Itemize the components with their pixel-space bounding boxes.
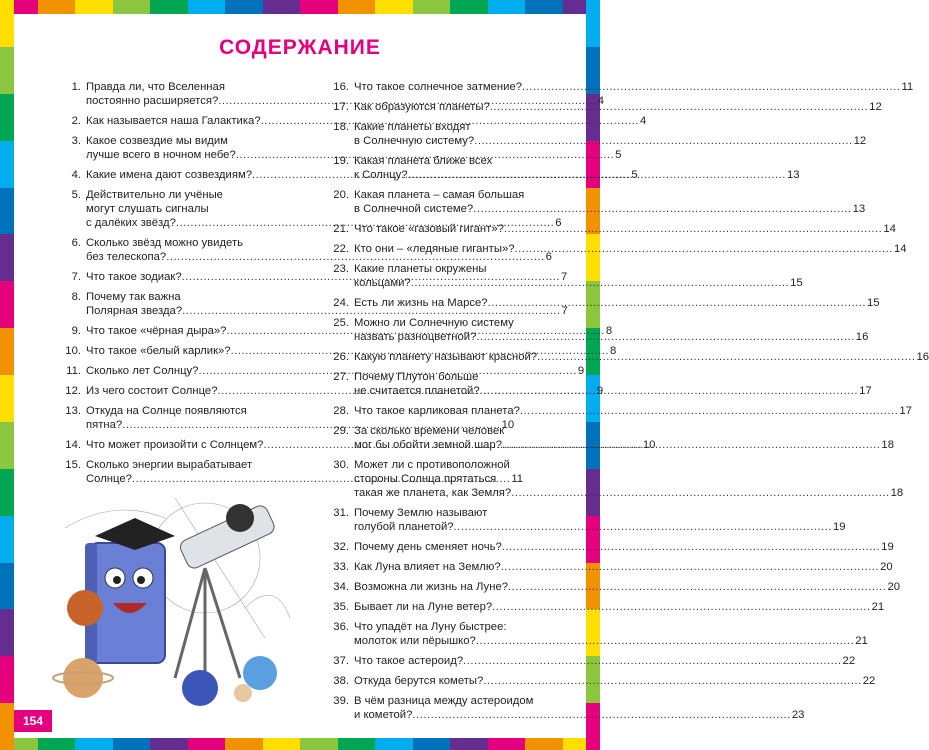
- page-title: СОДЕРЖАНИЕ: [219, 36, 381, 59]
- toc-item-page: 4: [640, 115, 647, 127]
- toc-dot-leader: [508, 580, 886, 594]
- toc-item-number: 30.: [333, 459, 349, 471]
- stripe-segment: [413, 0, 451, 14]
- toc-item-page: 14: [883, 223, 896, 235]
- toc-item-page: 14: [893, 243, 907, 255]
- toc-item-last-line: [354, 202, 865, 216]
- stripe-segment: [300, 738, 338, 750]
- stripe-segment: [38, 738, 76, 750]
- toc-item-last-line: [354, 350, 929, 364]
- toc-dot-leader: [515, 242, 893, 256]
- toc-item-text: в Солнечную систему?: [354, 135, 475, 147]
- toc-item: [328, 580, 901, 594]
- toc-item-text: назвать разноцветной?: [354, 331, 477, 343]
- toc-item-page: 9: [577, 365, 585, 377]
- toc-item-text: Как Луна влияет на Землю?: [354, 561, 501, 573]
- toc-item: [328, 506, 846, 534]
- toc-item-last-line: [354, 674, 875, 688]
- toc-item-last-line: [354, 296, 880, 310]
- toc-item-number: 27.: [333, 371, 349, 383]
- toc-dot-leader: [488, 296, 866, 310]
- toc-item-text: с далёких звёзд?: [86, 217, 176, 229]
- toc-item: [328, 600, 885, 614]
- toc-item-body: [354, 154, 800, 182]
- toc-item-page: 12: [869, 101, 882, 113]
- page-number: 154: [14, 710, 52, 732]
- toc-item-last-line: [354, 384, 872, 398]
- stripe-segment: [525, 738, 563, 750]
- stripe-segment: [300, 0, 338, 14]
- stripe-segment: [188, 738, 226, 750]
- toc-item-number: 25.: [333, 317, 349, 329]
- stripe-segment: [38, 0, 76, 14]
- toc-item-text: Какие имена дают созвездиям?: [86, 169, 252, 181]
- toc-item-number: 24.: [333, 297, 349, 309]
- toc-item-page: 13: [852, 203, 866, 215]
- toc-item-body: [354, 694, 804, 722]
- toc-item: [328, 540, 894, 554]
- toc-item-text: кольцами?: [354, 277, 411, 289]
- toc-item: [328, 100, 882, 114]
- toc-item-page: 19: [832, 521, 846, 533]
- toc-item-last-line: [354, 580, 900, 594]
- toc-item: [328, 560, 893, 574]
- toc-item-number: 8.: [71, 291, 81, 303]
- toc-item-page: 12: [853, 135, 867, 147]
- toc-item-text: без телескопа?: [86, 251, 167, 263]
- toc-item-body: [354, 506, 846, 534]
- stripe-segment: [0, 656, 14, 703]
- toc-item-line: Почему так важна: [86, 291, 181, 303]
- toc-item-number: 1.: [71, 81, 81, 93]
- toc-item-page: 5: [615, 149, 622, 161]
- toc-item-number: 23.: [333, 263, 349, 275]
- toc-item-page: 5: [631, 169, 638, 181]
- toc-item-number: 33.: [333, 561, 349, 573]
- toc-item-line: Можно ли Солнечную систему: [354, 317, 514, 329]
- book-character-icon: [85, 518, 175, 663]
- toc-dot-leader: [454, 520, 832, 534]
- stripe-segment: [375, 738, 413, 750]
- toc-item-line: стороны Солнца прятаться: [354, 473, 497, 485]
- stripe-segment: [225, 738, 263, 750]
- toc-dot-leader: [483, 674, 861, 688]
- toc-item-body: [354, 540, 894, 554]
- toc-item-last-line: [354, 540, 894, 554]
- toc-item-line: Какие планеты входят: [354, 121, 471, 133]
- toc-dot-leader: [501, 560, 879, 574]
- toc-item-body: [354, 296, 880, 310]
- toc-item: [328, 458, 904, 500]
- stripe-segment: [488, 0, 526, 14]
- toc-item-number: 32.: [333, 541, 349, 553]
- stripe-segment: [338, 0, 376, 14]
- toc-item-number: 21.: [333, 223, 349, 235]
- stripe-segment: [0, 328, 14, 375]
- stripe-segment: [375, 0, 413, 14]
- toc-item: [328, 120, 867, 148]
- toc-item-text: такая же планета, как Земля?: [354, 487, 512, 499]
- toc-item-number: 31.: [333, 507, 349, 519]
- toc-item-text: Есть ли жизнь на Марсе?: [354, 297, 488, 309]
- stripe-segment: [0, 281, 14, 328]
- toc-item-number: 37.: [333, 655, 349, 667]
- toc-item: [328, 316, 869, 344]
- toc-item-text: мог бы обойти земной шар?: [354, 439, 502, 451]
- toc-item-text: Что такое зодиак?: [86, 271, 182, 283]
- toc-item-last-line: [354, 222, 896, 236]
- toc-item-page: 17: [899, 405, 912, 417]
- toc-item-text: Сколько лет Солнцу?: [86, 365, 199, 377]
- toc-item-body: [354, 674, 875, 688]
- book-telescope-illustration: [55, 488, 295, 708]
- stripe-segment: [75, 0, 113, 14]
- toc-item-last-line: [354, 404, 912, 418]
- toc-item: [328, 674, 876, 688]
- toc-item-page: 6: [555, 217, 562, 229]
- toc-item-body: [354, 370, 872, 398]
- toc-dot-leader: [511, 486, 889, 500]
- toc-dot-leader: [474, 134, 852, 148]
- toc-item-body: [354, 316, 868, 344]
- toc-dot-leader: [502, 540, 880, 554]
- toc-item-body: [354, 242, 907, 256]
- toc-item-last-line: [354, 520, 846, 534]
- toc-item-page: 11: [511, 473, 524, 485]
- toc-item-number: 2.: [71, 115, 81, 127]
- toc-item-page: 11: [901, 81, 914, 93]
- toc-dot-leader: [520, 404, 898, 418]
- toc-item-number: 29.: [333, 425, 349, 437]
- toc-item-number: 5.: [71, 189, 81, 201]
- stripe-segment: [450, 738, 488, 750]
- toc-item-number: 38.: [333, 675, 349, 687]
- toc-item-last-line: [354, 438, 894, 452]
- toc-item-last-line: [354, 134, 866, 148]
- toc-item-text: Полярная звезда?: [86, 305, 183, 317]
- toc-item-text: Возможна ли жизнь на Луне?: [354, 581, 509, 593]
- toc-item-page: 13: [786, 169, 800, 181]
- stripe-segment: [0, 188, 14, 235]
- toc-dot-leader: [408, 168, 786, 182]
- toc-item-line: Действительно ли учёные: [86, 189, 223, 201]
- stripe-segment: [263, 738, 301, 750]
- toc-item-number: 9.: [71, 325, 81, 337]
- toc-dot-leader: [463, 654, 841, 668]
- toc-item-number: 39.: [333, 695, 349, 707]
- toc-item-body: [354, 600, 884, 614]
- toc-item: [328, 154, 800, 182]
- stripe-segment: [450, 0, 488, 14]
- toc-item-last-line: [354, 100, 882, 114]
- toc-item-last-line: [354, 560, 893, 574]
- stripe-segment: [113, 738, 151, 750]
- toc-item-page: 7: [561, 305, 568, 317]
- toc-item-number: 19.: [333, 155, 349, 167]
- toc-item-body: [354, 404, 912, 418]
- toc-item-number: 22.: [333, 243, 349, 255]
- toc-item-line: В чём разница между астероидом: [354, 695, 534, 707]
- toc-dot-leader: [412, 708, 790, 722]
- toc-dot-leader: [480, 384, 858, 398]
- toc-item-body: [354, 560, 893, 574]
- toc-dot-leader: [476, 634, 854, 648]
- toc-item-page: 15: [790, 277, 803, 289]
- telescope-icon: [175, 503, 277, 683]
- toc-item-number: 11.: [66, 365, 81, 377]
- left-stripe-border: [0, 0, 14, 750]
- toc-item-line: могут слушать сигналы: [86, 203, 209, 215]
- toc-item-number: 34.: [333, 581, 349, 593]
- stripe-segment: [150, 738, 188, 750]
- toc-item-last-line: [354, 486, 903, 500]
- stripe-segment: [0, 94, 14, 141]
- toc-item-page: 21: [871, 601, 885, 613]
- toc-item-number: 14.: [65, 439, 81, 451]
- toc-item-text: Почему день сменяет ночь?: [354, 541, 502, 553]
- toc-item-text: в Солнечной системе?: [354, 203, 474, 215]
- toc-item-number: 13.: [65, 405, 81, 417]
- toc-item-line: Откуда на Солнце появляются: [86, 405, 247, 417]
- toc-item-number: 28.: [333, 405, 349, 417]
- toc-item-line: Какая планета – самая большая: [354, 189, 525, 201]
- toc-dot-leader: [411, 276, 789, 290]
- toc-item-body: [354, 100, 882, 114]
- toc-item-number: 12.: [65, 385, 81, 397]
- stripe-segment: [0, 516, 14, 563]
- toc-item-page: 17: [859, 385, 872, 397]
- toc-item: [328, 404, 912, 418]
- toc-item-page: 16: [916, 351, 929, 363]
- toc-item-line: Правда ли, что Вселенная: [86, 81, 225, 93]
- toc-item-text: постоянно расширяется?: [86, 95, 219, 107]
- stripe-segment: [113, 0, 151, 14]
- toc-item-text: Как называется наша Галактика?: [86, 115, 261, 127]
- toc-item-text: Откуда берутся кометы?: [354, 675, 484, 687]
- toc-item-text: Кто они – «ледяные гиганты»?: [354, 243, 515, 255]
- toc-item-line: Какие планеты окружены: [354, 263, 487, 275]
- toc-item-body: [354, 188, 865, 216]
- stripe-segment: [225, 0, 263, 14]
- toc-item: [328, 694, 805, 722]
- toc-item-body: [354, 350, 929, 364]
- stripe-segment: [0, 234, 14, 281]
- stripe-segment: [0, 141, 14, 188]
- toc-item-line: Какая планета ближе всех: [354, 155, 493, 167]
- toc-item-page: 4: [597, 95, 604, 107]
- toc-item: [328, 350, 929, 364]
- stripe-segment: [75, 738, 113, 750]
- stripe-segment: [0, 703, 14, 750]
- toc-item-text: пятна?: [86, 419, 123, 431]
- stripe-segment: [0, 469, 14, 516]
- toc-item-page: 20: [887, 581, 901, 593]
- toc-dot-leader: [522, 80, 900, 94]
- toc-dot-leader: [502, 438, 880, 452]
- stripe-segment: [525, 0, 563, 14]
- toc-item-text: лучше всего в ночном небе?: [86, 149, 236, 161]
- toc-item-line: Сколько энергии вырабатывает: [86, 459, 253, 471]
- toc-item-line: Почему Землю называют: [354, 507, 488, 519]
- toc-item-page: 23: [791, 709, 805, 721]
- toc-item-number: 6.: [71, 237, 81, 249]
- toc-item: [328, 242, 907, 256]
- toc-item-body: [354, 120, 866, 148]
- toc-item-line: Почему Плутон больше: [354, 371, 479, 383]
- toc-item-last-line: [354, 634, 868, 648]
- toc-item-last-line: [354, 242, 907, 256]
- toc-item-body: [354, 222, 896, 236]
- toc-dot-leader: [537, 350, 915, 364]
- toc-dot-leader: [473, 202, 851, 216]
- toc-item-number: 15.: [65, 459, 81, 471]
- toc-item-page: 9: [596, 385, 604, 397]
- toc-item: [328, 296, 880, 310]
- toc-item-number: 16.: [333, 81, 349, 93]
- toc-item-text: не считается планетой?: [354, 385, 480, 397]
- toc-item-text: Солнце?: [86, 473, 132, 485]
- toc-dot-leader: [476, 330, 854, 344]
- toc-item-line: Сколько звёзд можно увидеть: [86, 237, 244, 249]
- toc-item-last-line: [354, 708, 804, 722]
- toc-item-text: Какую планету называют красной?: [354, 351, 538, 363]
- toc-item-text: Что такое карликовая планета?: [354, 405, 520, 417]
- toc-item-page: 22: [862, 675, 876, 687]
- toc-item-page: 16: [855, 331, 869, 343]
- toc-item-page: 19: [881, 541, 894, 553]
- stripe-segment: [488, 738, 526, 750]
- toc-item-page: 15: [867, 297, 880, 309]
- toc-item-page: 10: [642, 439, 656, 451]
- stripe-segment: [188, 0, 226, 14]
- toc-item-last-line: [354, 654, 855, 668]
- stripe-segment: [0, 563, 14, 610]
- stripe-segment: [0, 422, 14, 469]
- toc-item-line: Может ли с противоположной: [354, 459, 510, 471]
- toc-item-number: 20.: [333, 189, 349, 201]
- toc-item-page: 10: [501, 419, 515, 431]
- toc-item: [328, 654, 856, 668]
- stripe-segment: [338, 738, 376, 750]
- toc-item-text: голубой планетой?: [354, 521, 454, 533]
- stripe-segment: [0, 609, 14, 656]
- toc-item-text: Что такое «чёрная дыра»?: [86, 325, 227, 337]
- toc-item-body: [354, 580, 900, 594]
- toc-item: [328, 370, 872, 398]
- toc-item-number: 18.: [333, 121, 349, 133]
- toc-item-body: [354, 458, 903, 500]
- toc-item-page: 18: [890, 487, 904, 499]
- toc-item-page: 22: [842, 655, 856, 667]
- stripe-segment: [0, 375, 14, 422]
- toc-item-last-line: [354, 330, 868, 344]
- toc-item-body: [354, 262, 803, 290]
- toc-item-line: Что упадёт на Луну быстрее:: [354, 621, 507, 633]
- toc-item-text: Как образуются планеты?: [354, 101, 490, 113]
- toc-item-number: 36.: [333, 621, 349, 633]
- toc-item-last-line: [354, 600, 884, 614]
- toc-item-page: 20: [880, 561, 893, 573]
- toc-item-page: 18: [881, 439, 894, 451]
- toc-item-number: 7.: [71, 271, 81, 283]
- toc-item: [328, 620, 868, 648]
- toc-item-last-line: [354, 80, 913, 94]
- toc-item-body: [354, 654, 855, 668]
- toc-item-page: 21: [855, 635, 868, 647]
- stripe-segment: [150, 0, 188, 14]
- toc-item-text: Бывает ли на Луне ветер?: [354, 601, 493, 613]
- toc-item-body: [354, 620, 868, 648]
- toc-item-text: Из чего состоит Солнце?: [86, 385, 218, 397]
- toc-item-text: Что может произойти с Солнцем?: [86, 439, 264, 451]
- toc-item-number: 3.: [71, 135, 81, 147]
- toc-item: [328, 80, 914, 94]
- toc-dot-leader: [492, 600, 870, 614]
- toc-item-number: 26.: [333, 351, 349, 363]
- bottom-stripe-border: [0, 738, 600, 750]
- toc-item-number: 10.: [65, 345, 81, 357]
- toc-item-text: молоток или пёрышко?: [354, 635, 476, 647]
- toc-item-last-line: [354, 168, 800, 182]
- toc-item-number: 17.: [333, 101, 349, 113]
- toc-item-last-line: [354, 276, 803, 290]
- toc-item-number: 4.: [71, 169, 81, 181]
- toc-item: [328, 188, 866, 216]
- toc-item-text: к Солнцу?: [354, 169, 408, 181]
- toc-item: [328, 262, 803, 290]
- top-stripe-border: [0, 0, 600, 14]
- toc-dot-leader: [504, 222, 882, 236]
- toc-item-text: Что такое астероид?: [354, 655, 464, 667]
- toc-item-text: Что такое солнечное затмение?: [354, 81, 523, 93]
- toc-item-text: и кометой?: [354, 709, 413, 721]
- toc-item-page: 7: [561, 271, 568, 283]
- toc-item-line: Какое созвездие мы видим: [86, 135, 228, 147]
- toc-dot-leader: [490, 100, 868, 114]
- toc-item-page: 6: [545, 251, 552, 263]
- toc-item: [328, 222, 896, 236]
- toc-item-line: За сколько времени человек: [354, 425, 505, 437]
- toc-item-number: 35.: [333, 601, 349, 613]
- toc-item-text: Что такое «газовый гигант»?: [354, 223, 504, 235]
- toc-item-body: [354, 424, 894, 452]
- toc-item-page: 8: [610, 345, 617, 357]
- toc-item-body: [354, 80, 913, 94]
- toc-item-text: Что такое «белый карлик»?: [86, 345, 231, 357]
- toc-item-page: 8: [605, 325, 613, 337]
- stripe-segment: [413, 738, 451, 750]
- stripe-segment: [263, 0, 301, 14]
